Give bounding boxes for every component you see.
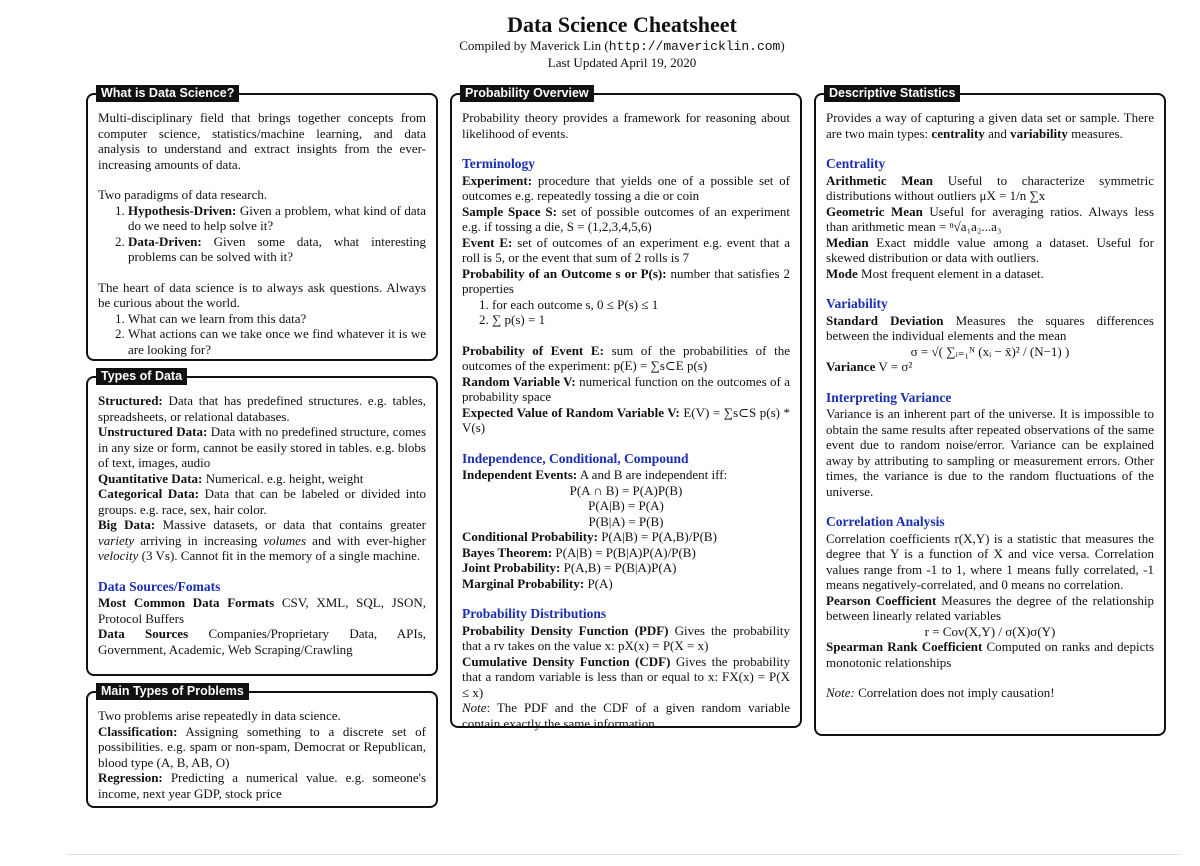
spearman-coefficient: Spearman Rank Coefficient Computed on ranks and depicts monotonic relationships	[826, 639, 1155, 670]
author-link[interactable]: http://mavericklin.com	[608, 39, 781, 54]
compiled-by: Compiled by Maverick Lin (http://mavericklin.com)	[459, 38, 785, 54]
data-sources: Data Sources Companies/Proprietary Data, APIs, Government, Academic, Web Scraping/Crawling	[98, 626, 427, 657]
categorical-data: Categorical Data: Data that can be labeled or divided into groups. e.g. race, sex, hair color.	[98, 486, 426, 517]
independence-equation: P(A|B) = P(A)	[588, 498, 664, 513]
section-heading: Independence, Conditional, Compound	[462, 450, 689, 466]
independence-equation: P(A ∩ B) = P(A)P(B)	[569, 482, 683, 498]
section-heading: Centrality	[826, 156, 886, 171]
problems-intro: Two problems arise repeatedly in data science.	[98, 708, 341, 723]
descriptive-statistics-box	[814, 86, 1166, 736]
bottom-divider	[66, 854, 1180, 855]
outcome-props-list	[462, 297, 790, 328]
page-title: Data Science Cheatsheet	[507, 12, 737, 37]
header	[0, 12, 1200, 71]
pearson-coefficient: Pearson Coefficient Measures the degree of the relationship between linearly related variables	[826, 592, 1154, 623]
bayes-theorem: Bayes Theorem: P(A|B) = P(B|A)P(A)/P(B)	[462, 544, 696, 560]
correlation-note: Note: Correlation does not imply causation!	[826, 685, 1055, 700]
event-def: Event E: set of outcomes of an experiment e.g. event that a roll is 5, or the event that sum of 2 rolls is 7	[462, 234, 791, 265]
quantitative-data: Quantitative Data: Numerical. e.g. height, weight	[98, 470, 364, 486]
heart-text: The heart of data science is to always ask questions. Always be curious about the world.	[98, 279, 426, 310]
prob-intro: Probability theory provides a framework for reasoning about likelihood of events.	[462, 110, 790, 141]
big-data: Big Data: Massive datasets, or data that contains greater variety arriving in increasing volumes and with ever-higher velocity (3 Vs). Cannot fit in the memory of a single machine.	[98, 517, 427, 563]
sample-space-def: Sample Space S: set of possible outcomes of an experiment e.g. if tossing a die, S = (1,2,3,4,5,6)	[462, 203, 791, 234]
data-formats: Most Common Data Formats CSV, XML, SQL, JSON, Protocol Buffers	[98, 595, 426, 626]
interpreting-variance-text: Variance is an inherent part of the universe. It is impossible to obtain the same results after repeated observations of the same event due to random noise/error. Variance can be explained away by attributing to sampling or measurement errors. Other times, the variance is due to the random fluctuations of the universe.	[826, 406, 1154, 499]
paradigms-intro: Two paradigms of data research.	[98, 187, 268, 202]
what-is-intro: Multi-disciplinary field that brings together concepts from computer science, statistics/machine learning, and data analysis to understand and extract insights from the ever-increasing amounts of data.	[98, 110, 426, 172]
classification: Classification: Assigning something to a discrete set of possibilities. e.g. spam or non-spam, Democrat or Republican, blood type (A, B, AB, O)	[98, 723, 426, 770]
box-title: Probability Overview	[460, 85, 594, 102]
section-heading: Interpreting Variance	[826, 389, 952, 405]
paradigms-list	[98, 203, 426, 265]
marginal-prob: Marginal Probability: P(A)	[462, 575, 613, 591]
list-item: 1. What can we learn from this data?	[128, 311, 426, 327]
pdf-def: Probability Density Function (PDF) Gives the probability that a rv takes on the value x: pX(x) = P(X = x)	[462, 622, 790, 653]
probability-overview-box	[450, 86, 802, 731]
list-item: 2. Data-Driven: Given some data, what interesting problems can be solved with it?	[128, 234, 426, 265]
what-is-data-science-box	[86, 86, 438, 361]
list-item: 2. What actions can we take once we find whatever it is we are looking for?	[128, 326, 426, 357]
questions-list	[98, 311, 426, 358]
cdf-def: Cumulative Density Function (CDF) Gives the probability that a random variable is less than or equal to x: FX(x) = P(X ≤ x)	[462, 653, 790, 700]
section-heading: Data Sources/Fomats	[98, 578, 221, 594]
section-heading: Probability Distributions	[462, 606, 607, 621]
types-of-data-box	[86, 369, 438, 676]
mode: Mode Most frequent element in a dataset.	[826, 265, 1044, 281]
desc-intro: Provides a way of capturing a given data set or sample. There are two main types: centrality and variability measures.	[826, 110, 1154, 141]
correlation-text: Correlation coefficients r(X,Y) is a statistic that measures the degree that Y is a function of X and vice versa. Correlation values range from -1 to 1, where 1 means fully correlated, -1 means negatively-correlated, and 0 means no correlation.	[826, 530, 1154, 592]
section-heading: Variability	[826, 296, 888, 311]
standard-deviation: Standard Deviation Measures the squares differences between the individual elements and the mean	[826, 312, 1154, 343]
median: Median Exact middle value among a dataset. Useful for skewed distribution or data with outliers.	[826, 234, 1154, 265]
box-title: Types of Data	[96, 368, 187, 385]
regression: Regression: Predicting a numerical value. e.g. someone's income, next year GDP, stock price	[98, 770, 426, 801]
conditional-prob: Conditional Probability: P(A|B) = P(A,B)/P(B)	[462, 529, 717, 544]
section-heading: Terminology	[462, 156, 536, 171]
variance: Variance V = σ²	[826, 359, 913, 374]
joint-prob: Joint Probability: P(A,B) = P(B|A)P(A)	[462, 560, 677, 575]
box-title: Descriptive Statistics	[824, 85, 960, 102]
main-types-of-problems-box	[86, 684, 438, 808]
list-item: 2. ∑ p(s) = 1	[492, 312, 790, 328]
random-variable-def: Random Variable V: numerical function on the outcomes of a probability space	[462, 373, 791, 404]
unstructured-data: Unstructured Data: Data with no predefined structure, comes in any size or form, cannot be easily stored in tables. e.g. blobs of text, images, audio	[98, 424, 427, 470]
outcome-prob-def: Probability of an Outcome s or P(s): number that satisfies 2 properties	[462, 265, 791, 296]
arithmetic-mean: Arithmetic Mean Useful to characterize symmetric distributions without outliers μX = 1/n ∑x	[826, 172, 1154, 203]
last-updated: Last Updated April 19, 2020	[547, 55, 697, 70]
box-title: What is Data Science?	[96, 85, 239, 102]
expected-value-def: Expected Value of Random Variable V: E(V) = ∑s⊂S p(s) * V(s)	[462, 404, 790, 435]
pearson-formula: r = Cov(X,Y) / σ(X)σ(Y)	[924, 623, 1056, 639]
event-prob-def: Probability of Event E: sum of the probabilities of the outcomes of the experiment: p(E) = ∑s⊂E p(s)	[462, 342, 790, 373]
sd-formula: σ = √( ∑ᵢ₌₁ᴺ (xᵢ − x̄)² / (N−1) )	[910, 343, 1070, 359]
list-item: 1. Hypothesis-Driven: Given a problem, what kind of data do we need to help solve it?	[128, 203, 426, 234]
geometric-mean: Geometric Mean Useful for averaging ratios. Always less than arithmetic mean = ⁿ√a₁a₂...a₃	[826, 203, 1155, 234]
structured-data: Structured: Data that has predefined structures. e.g. tables, spreadsheets, or relational databases.	[98, 393, 427, 424]
prob-note: Note: The PDF and the CDF of a given random variable contain exactly the same information.	[462, 700, 790, 731]
section-heading: Correlation Analysis	[826, 514, 945, 529]
independence-equation: P(B|A) = P(B)	[588, 513, 664, 529]
list-item: 1. for each outcome s, 0 ≤ P(s) ≤ 1	[492, 297, 790, 313]
independent-events: Independent Events: A and B are independent iff:	[462, 467, 728, 482]
box-title: Main Types of Problems	[96, 683, 249, 700]
experiment-def: Experiment: procedure that yields one of a possible set of outcomes e.g. repeatedly tossing a die or coin	[462, 172, 791, 203]
